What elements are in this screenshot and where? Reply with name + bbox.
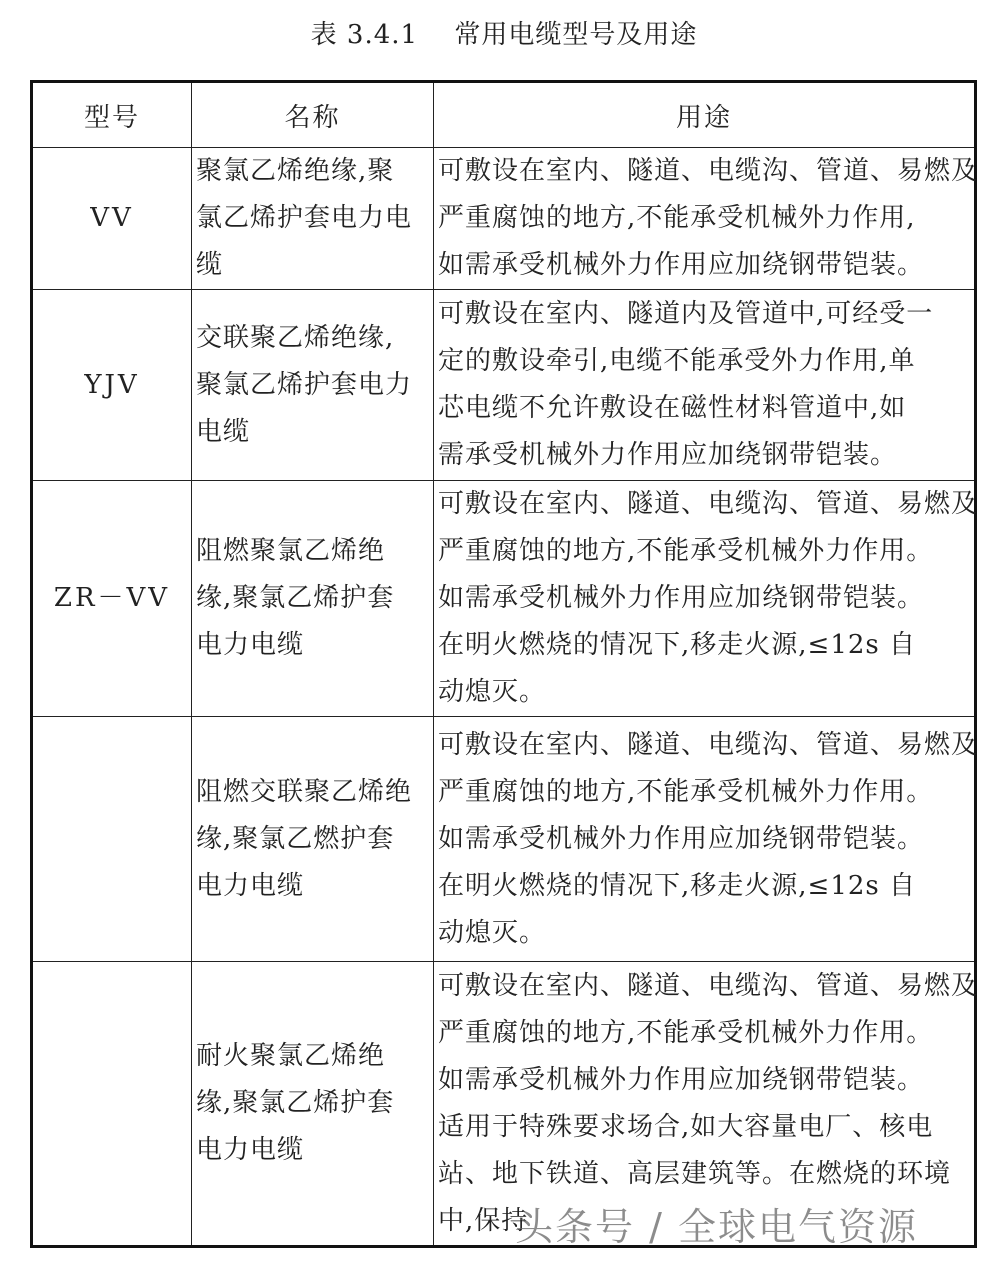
use-line: 动熄灭。 <box>438 917 547 948</box>
model-cell: YJV <box>32 290 192 481</box>
table-row <box>32 717 976 962</box>
name-line: 阻燃交联聚乙烯绝 <box>196 776 413 807</box>
use-line: 可敷设在室内、隧道、电缆沟、管道、易燃及 <box>438 970 979 1001</box>
use-line: 动熄灭。 <box>438 677 547 707</box>
name-line: 氯乙烯护套电力电 <box>196 203 413 233</box>
use-line: 芯电缆不允许敷设在磁性材料管道中,如 <box>438 393 907 423</box>
name-line: 阻燃聚氯乙烯绝 <box>196 536 386 566</box>
table-row <box>32 962 976 1247</box>
name-line: 耐火聚氯乙烯绝 <box>196 1041 386 1071</box>
name-line: 聚氯乙烯绝缘,聚 <box>196 156 395 186</box>
use-line: 定的敷设牵引,电缆不能承受外力作用,单 <box>438 346 916 376</box>
use-cell <box>434 290 976 481</box>
use-line: 可敷设在室内、隧道、电缆沟、管道、易燃及 <box>438 729 979 760</box>
model-cell <box>32 962 192 1247</box>
name-line: 电力电缆 <box>196 630 305 660</box>
use-line: 如需承受机械外力作用应加绕钢带铠装。 <box>438 1064 925 1095</box>
header-row <box>32 82 976 148</box>
use-line: 如需承受机械外力作用应加绕钢带铠装。 <box>438 250 925 280</box>
use-line: 可敷设在室内、隧道内及管道中,可经受一 <box>438 299 934 329</box>
name-line: 电缆 <box>196 416 251 447</box>
use-cell <box>434 148 979 290</box>
use-cell <box>434 962 979 1247</box>
use-cell <box>434 481 979 717</box>
header-model: 型号 <box>32 82 192 148</box>
header-name: 名称 <box>192 82 434 148</box>
name-cell <box>192 717 434 962</box>
use-cell <box>434 717 979 962</box>
use-line: 如需承受机械外力作用应加绕钢带铠装。 <box>438 583 925 613</box>
use-line: 如需承受机械外力作用应加绕钢带铠装。 <box>438 823 925 854</box>
model-cell: VV <box>32 148 192 290</box>
name-cell <box>192 290 434 481</box>
table-row <box>32 481 976 717</box>
name-line: 交联聚乙烯绝缘, <box>196 322 395 353</box>
model-cell <box>32 717 192 962</box>
table-row <box>32 290 976 481</box>
name-cell <box>192 481 434 717</box>
name-cell <box>192 962 434 1247</box>
watermark: 头条号 / 全球电气资源 <box>515 1205 918 1249</box>
name-line: 电力电缆 <box>196 1135 305 1165</box>
use-line: 可敷设在室内、隧道、电缆沟、管道、易燃及 <box>438 156 979 186</box>
use-line: 在明火燃烧的情况下,移走火源,≤12s 自 <box>438 870 917 901</box>
name-line: 缘,聚氯乙烯护套 <box>196 583 395 613</box>
use-line: 严重腐蚀的地方,不能承受机械外力作用。 <box>438 1017 934 1048</box>
name-line: 聚氯乙烯护套电力 <box>196 369 413 400</box>
use-line: 严重腐蚀的地方,不能承受机械外力作用。 <box>438 536 934 566</box>
use-line: 在明火燃烧的情况下,移走火源,≤12s 自 <box>438 630 917 660</box>
name-line: 缆 <box>196 250 224 280</box>
table-caption: 表 3.4.1 常用电缆型号及用途 <box>310 20 698 50</box>
use-line: 需承受机械外力作用应加绕钢带铠装。 <box>438 440 898 470</box>
name-line: 电力电缆 <box>196 870 305 901</box>
use-line: 严重腐蚀的地方,不能承受机械外力作用, <box>438 203 916 233</box>
name-line: 缘,聚氯乙烯护套 <box>196 1088 395 1118</box>
use-line: 严重腐蚀的地方,不能承受机械外力作用。 <box>438 776 934 807</box>
use-line: 中,保持 <box>438 1205 529 1236</box>
name-line: 缘,聚氯乙燃护套 <box>196 823 395 854</box>
name-cell <box>192 148 434 290</box>
cable-table <box>30 80 977 1248</box>
use-line: 适用于特殊要求场合,如大容量电厂、核电 <box>438 1111 934 1142</box>
use-line: 可敷设在室内、隧道、电缆沟、管道、易燃及 <box>438 489 979 519</box>
header-use: 用途 <box>434 82 976 148</box>
model-cell: ZR－VV <box>32 481 192 717</box>
table-row <box>32 148 976 290</box>
use-line: 站、地下铁道、高层建筑等。在燃烧的环境 <box>438 1158 952 1189</box>
